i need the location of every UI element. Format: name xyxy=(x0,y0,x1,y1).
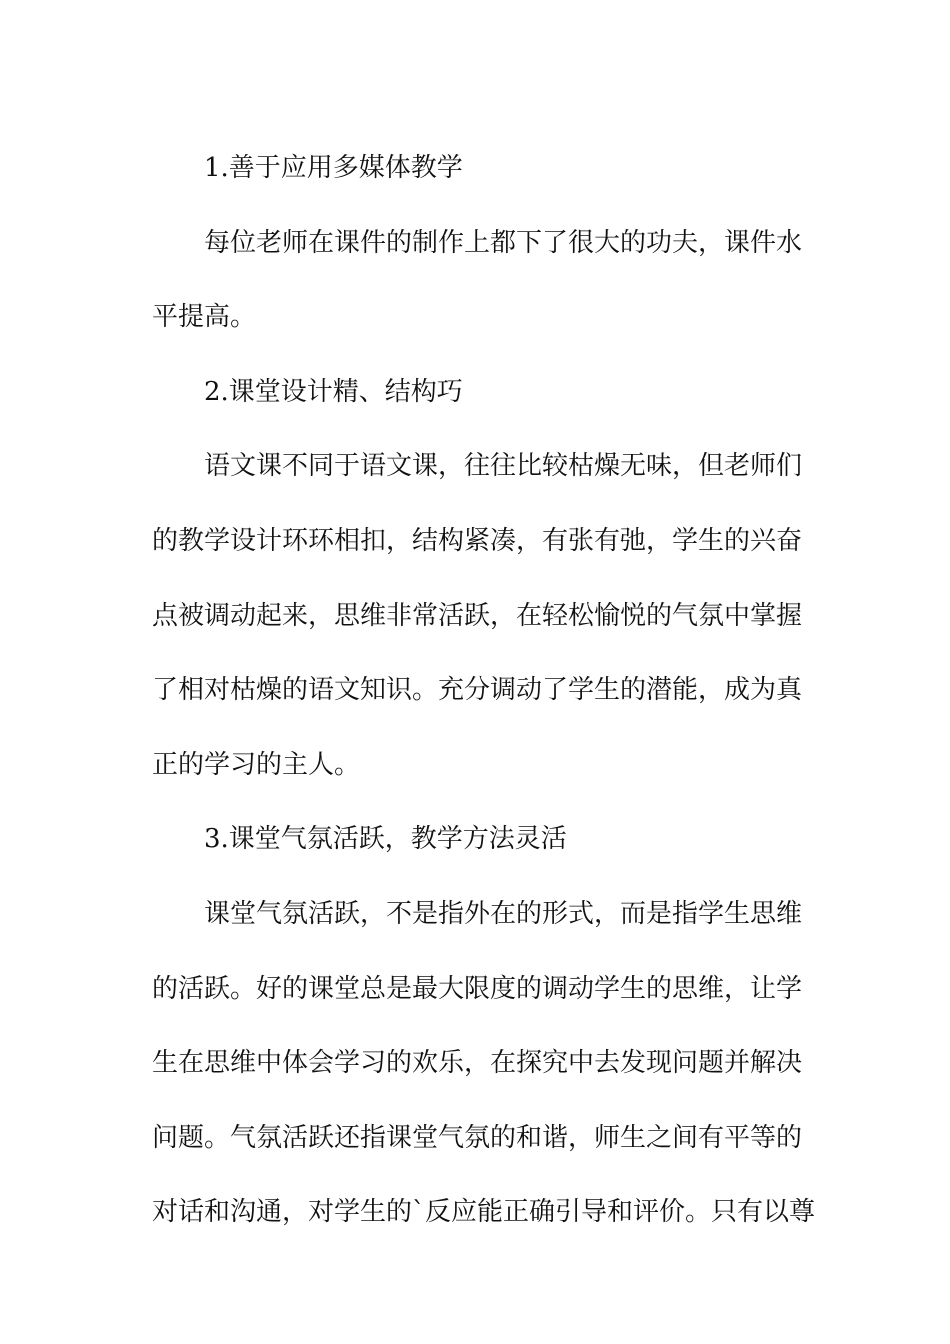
paragraph-line: 的活跃。好的课堂总是最大限度的调动学生的思维，让学 xyxy=(152,973,803,1004)
document-body xyxy=(152,131,816,1250)
paragraph-line: 平提高。 xyxy=(152,302,257,333)
paragraph-line: 对话和沟通，对学生的`反应能正确引导和评价。只有以尊 xyxy=(152,1197,816,1228)
paragraph-line: 的教学设计环环相扣，结构紧凑，有张有弛，学生的兴奋 xyxy=(152,525,803,556)
paragraph-line: 了相对枯燥的语文知识。充分调动了学生的潜能，成为真 xyxy=(152,675,803,706)
paragraph-line: 语文课不同于语文课，往往比较枯燥无味，但老师们 xyxy=(204,451,803,482)
paragraph-line: 点被调动起来，思维非常活跃，在轻松愉悦的气氛中掌握 xyxy=(152,600,803,631)
section-heading-2: 2.课堂设计精、结构巧 xyxy=(204,376,463,407)
section-heading-1: 1.善于应用多媒体教学 xyxy=(204,153,463,183)
paragraph-line: 每位老师在课件的制作上都下了很大的功夫，课件水 xyxy=(204,227,803,258)
paragraph-line: 正的学习的主人。 xyxy=(152,749,361,780)
paragraph-line: 生在思维中体会学习的欢乐，在探究中去发现问题并解决 xyxy=(152,1048,803,1079)
paragraph-line: 课堂气氛活跃，不是指外在的形式，而是指学生思维 xyxy=(204,898,803,929)
section-heading-3: 3.课堂气氛活跃，教学方法灵活 xyxy=(204,824,567,855)
paragraph-line: 问题。气氛活跃还指课堂气氛的和谐，师生之间有平等的 xyxy=(152,1122,803,1153)
